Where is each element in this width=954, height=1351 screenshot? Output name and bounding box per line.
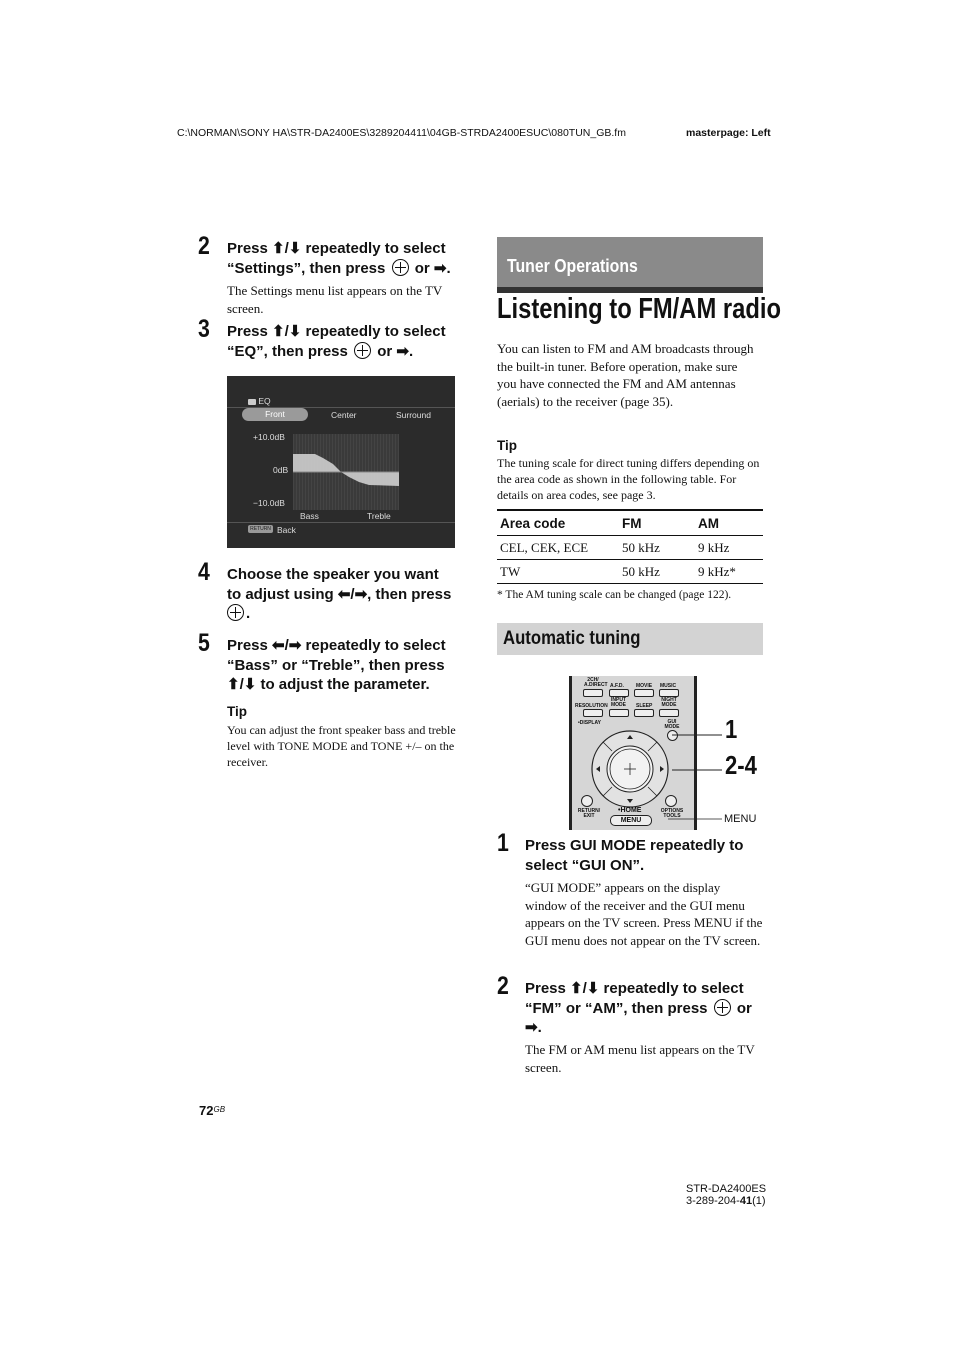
remote-illustration: 2CH/ A.DIRECT A.F.D. MOVIE MUSIC RESOLUTION INPUT MODE SLEEP NIGHT MODE •DISPLAY GUI MODE RETURN/ EXIT •HOME OPTIONS TOOLS MENU [569, 676, 697, 830]
tip-heading: Tip [227, 704, 247, 719]
subsection-banner [497, 623, 763, 655]
enter-icon [392, 259, 409, 276]
subsection-title: Automatic tuning [503, 628, 641, 649]
tuning-scale-table [497, 509, 763, 584]
remote-button [659, 689, 679, 697]
tab-center[interactable]: Center [331, 410, 357, 420]
model-info [686, 1183, 766, 1207]
section-banner-text: Tuner Operations [507, 256, 638, 276]
display-label: •DISPLAY [578, 720, 601, 726]
menu-button: MENU [610, 815, 652, 826]
table-cell: TW [497, 560, 619, 584]
tip-text: You can adjust the front speaker bass and treble level with TONE MODE and TONE +/– on the receiver. [227, 723, 456, 769]
section-banner [497, 237, 763, 293]
eq-screen [227, 376, 455, 548]
return-exit-label: RETURN/ EXIT [577, 808, 601, 819]
step-title: Press ⬆/⬇ repeatedly to select “EQ”, then press or ➡. [227, 323, 446, 360]
directional-pad [590, 729, 670, 809]
table-row [497, 560, 763, 584]
gui-mode-label: GUI MODE [664, 719, 680, 730]
table-cell: 9 kHz* [695, 560, 763, 584]
band-treble: Treble [367, 511, 391, 521]
tab-surround[interactable]: Surround [396, 410, 431, 420]
callout-label-menu: MENU [724, 813, 757, 825]
table-header-row [497, 510, 763, 536]
remote-button [634, 709, 654, 717]
remote-button [634, 689, 654, 697]
table-footnote: * The AM tuning scale can be changed (page 122). [497, 589, 732, 601]
remote-button [609, 689, 629, 697]
document-code: 3-289-204-41(1) [686, 1195, 766, 1207]
table-cell: 50 kHz [619, 560, 695, 584]
table-cell: CEL, CEK, ECE [497, 536, 619, 560]
page-number: $72^{GB}$ [199, 1103, 226, 1118]
home-label: •HOME [618, 807, 642, 814]
eq-title: EQ [258, 396, 271, 406]
table-header: AM [695, 510, 763, 536]
step-number: 3 [198, 315, 210, 343]
level-max: +10.0dB [253, 432, 285, 442]
remote-button [583, 709, 603, 717]
remote-button [659, 709, 679, 717]
back-label: Back [277, 525, 296, 535]
step-title: Press ⬆/⬇ repeatedly to select “Settings”, then press or ➡. [227, 240, 451, 277]
tip-text: The tuning scale for direct tuning differs depending on the area code as shown in the following table. For details on area codes, see page 3. [497, 456, 760, 502]
step-number: 4 [198, 558, 210, 586]
enter-icon [227, 604, 244, 621]
table-header: FM [619, 510, 695, 536]
table-header: Area code [497, 510, 619, 536]
tip-heading: Tip [497, 438, 517, 453]
file-path: C:\NORMAN\SONY HA\STR-DA2400ES\3289204411\04GB-STRDA2400ESUC\080TUN_GB.fm [177, 127, 626, 139]
masterpage-label: masterpage: Left [686, 127, 771, 139]
intro-text: You can listen to FM and AM broadcasts through the built-in tuner. Before operation, make sure you have connected the FM and AM antennas (aerials) to the receiver (page 35). [497, 341, 754, 409]
enter-icon [714, 999, 731, 1016]
callout-label-1: 1 [725, 714, 738, 744]
options-tools-label: OPTIONS TOOLS [660, 808, 684, 819]
table-cell: 50 kHz [619, 536, 695, 560]
level-zero: 0dB [273, 465, 289, 475]
callout-lines [668, 730, 724, 824]
band-bass: Bass [300, 511, 319, 521]
remote-button [609, 709, 629, 717]
step-body: “GUI MODE” appears on the display window of the receiver and the GUI menu appears on the TV screen. Press MENU if the GUI menu does not appear on the TV screen. [525, 880, 763, 948]
return-key: RETURN [248, 525, 273, 533]
step-title: Press ⬅/➡ repeatedly to select “Bass” or “Treble”, then press ⬆/⬇ to adjust the parameter. [227, 637, 446, 693]
step-number: 2 [198, 232, 210, 260]
callout-label-2-4: 2-4 [725, 750, 757, 780]
return-button [581, 795, 593, 807]
step-title: Choose the speaker you want to adjust using ⬅/➡, then press . [227, 566, 452, 622]
step-title: Press ⬆/⬇ repeatedly to select “FM” or “AM”, then press or ➡. [525, 980, 752, 1036]
tab-front[interactable]: Front [242, 408, 308, 421]
step-body: The Settings menu list appears on the TV screen. [227, 283, 443, 316]
step-number: 5 [198, 629, 210, 657]
toolbox-icon [248, 399, 256, 405]
step-title: Press GUI MODE repeatedly to select “GUI ON”. [525, 837, 744, 874]
step-body: The FM or AM menu list appears on the TV screen. [525, 1042, 755, 1075]
eq-curve-graph [293, 434, 399, 510]
table-row [497, 536, 763, 560]
step-number: 1 [497, 829, 509, 857]
level-min: −10.0dB [253, 498, 285, 508]
step-number: 2 [497, 972, 509, 1000]
enter-icon [354, 342, 371, 359]
model-number: STR-DA2400ES [686, 1183, 767, 1195]
table-cell: 9 kHz [695, 536, 763, 560]
page-title: Listening to FM/AM radio [497, 293, 782, 325]
remote-button [583, 689, 603, 697]
